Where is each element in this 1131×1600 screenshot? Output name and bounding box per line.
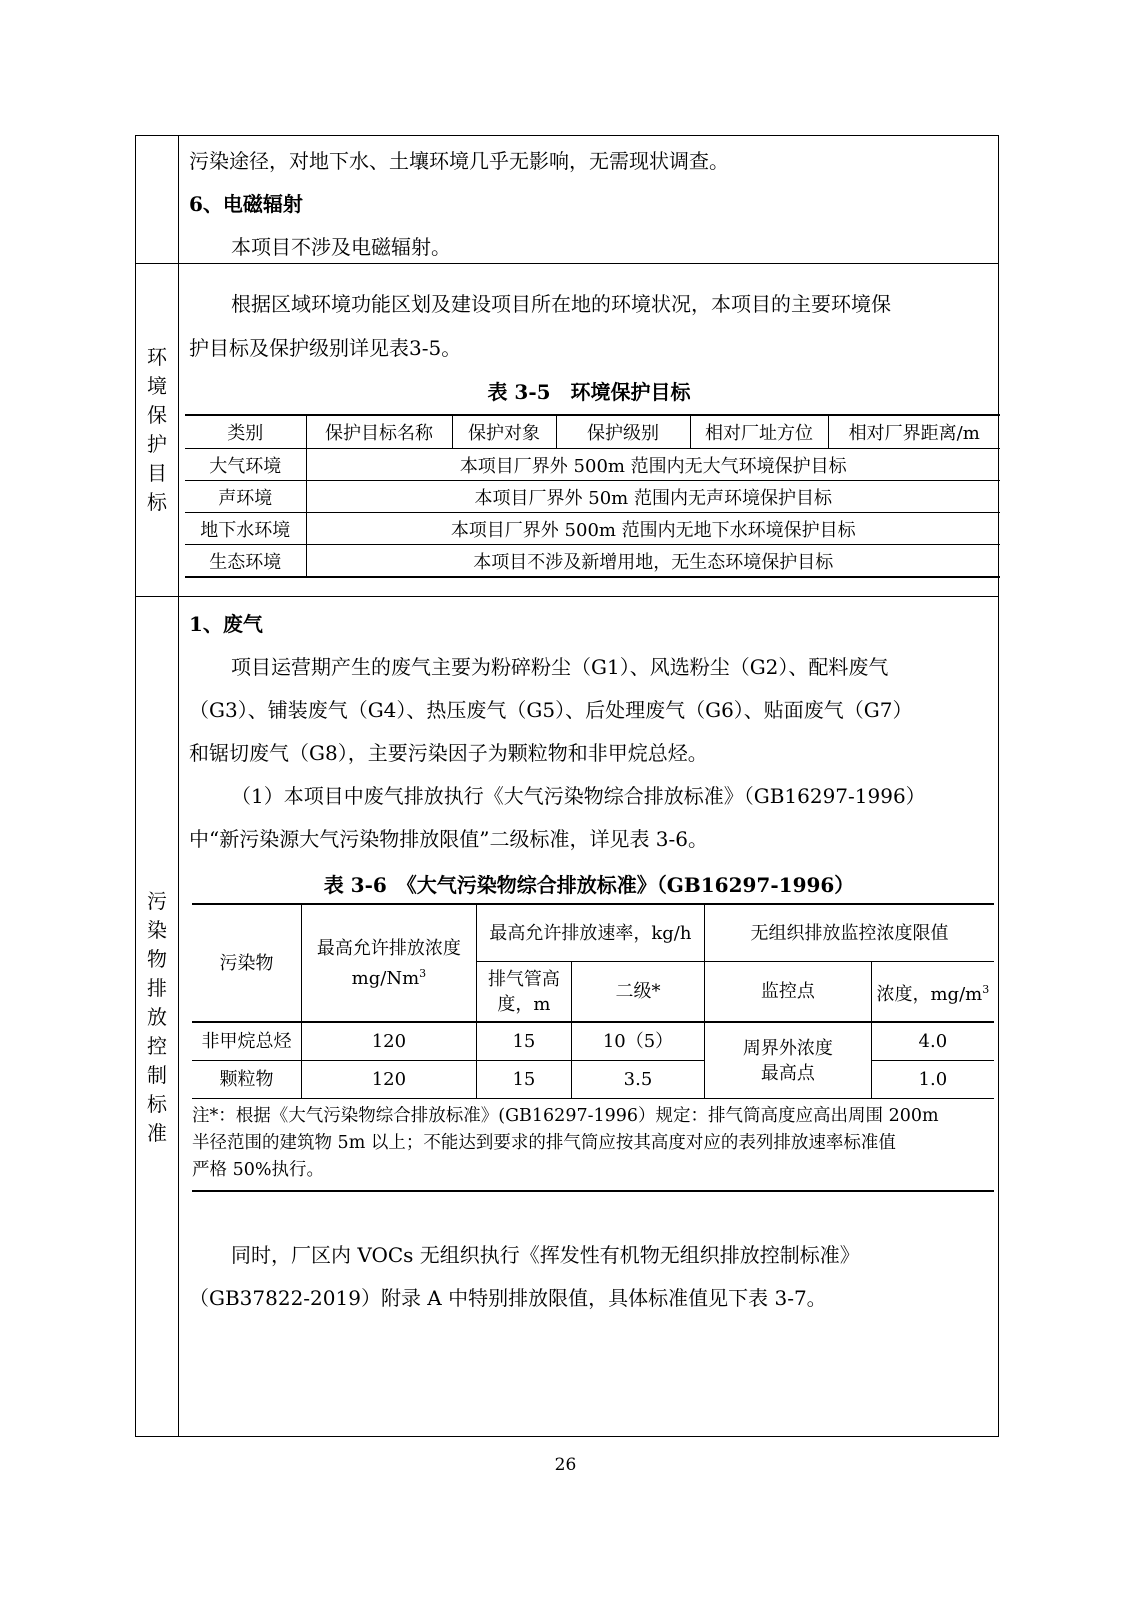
table-3-6-title: 表 3-6 《大气污染物综合排放标准》（GB16297-1996） (323, 873, 855, 897)
rate-cell: 3.5 (572, 1061, 705, 1099)
table-row (185, 481, 1000, 513)
header-cell: 保护对象 (452, 415, 556, 449)
std-para-line-1: （1）本项目中废气排放执行《大气污染物综合排放标准》（GB16297-1996） (231, 784, 926, 808)
content-cell: 本项目厂界外 50m 范围内无声环境保护目标 (306, 481, 1000, 513)
heading-waste-gas: 1、废气 (189, 612, 263, 636)
table-header-row (185, 415, 1000, 449)
height-cell: 15 (476, 1022, 571, 1061)
category-cell: 大气环境 (185, 449, 306, 481)
concentration-cell: 120 (301, 1061, 476, 1099)
content-cell: 本项目厂界外 500m 范围内无大气环境保护目标 (306, 449, 1000, 481)
monitor-point-cell: 周界外浓度 最高点 (704, 1022, 871, 1099)
env-para-line-1: 根据区域环境功能区划及建设项目所在地的环境状况，本项目的主要环境保 (231, 292, 891, 316)
header-max-concentration: 最高允许排放浓度 mg/Nm$^3$ (301, 904, 476, 1022)
page-number: 26 (554, 1455, 577, 1475)
env-protection-table (185, 414, 1000, 578)
row-divider-2 (136, 596, 998, 597)
table-row (185, 545, 1000, 578)
table-row (185, 449, 1000, 481)
table-row (185, 513, 1000, 545)
side-label-env: 环 境 保 护 目 标 (147, 345, 167, 514)
pollutant-cell: 颗粒物 (192, 1061, 301, 1099)
env-para-line-2: 护目标及保护级别详见表3-5。 (189, 336, 462, 360)
content-frame (135, 135, 999, 1437)
rate-cell: 10（5） (572, 1022, 705, 1061)
header-max-rate: 最高允许排放速率，kg/h (476, 904, 704, 962)
table-row (192, 1022, 994, 1061)
table-3-5-title: 表 3-5 环境保护目标 (487, 380, 691, 404)
header-unorganized-limit: 无组织排放监控浓度限值 (704, 904, 994, 962)
column-divider (178, 136, 179, 1436)
content-cell: 本项目厂界外 500m 范围内无地下水环境保护目标 (306, 513, 1000, 545)
table-header-row (192, 904, 994, 962)
category-cell: 生态环境 (185, 545, 306, 578)
header-cell: 相对厂址方位 (690, 415, 828, 449)
table-row (192, 1061, 994, 1099)
header-pollutant: 污染物 (192, 904, 301, 1022)
header-stack-height: 排气管高 度，m (476, 962, 571, 1023)
category-cell: 地下水环境 (185, 513, 306, 545)
header-cell: 保护级别 (556, 415, 690, 449)
density-cell: 1.0 (871, 1061, 994, 1099)
table-note: 注*：根据《大气污染物综合排放标准》(GB16297-1996）规定：排气筒高度应高出周围 200m 半径范围的建筑物 5m 以上；不能达到要求的排气筒应按其高度对应的表列排放速率标准值 严格 50%执行。 (192, 1103, 994, 1192)
std-para-line-2: 中“新污染源大气污染物排放限值”二级标准，详见表 3-6。 (189, 827, 709, 851)
header-cell: 类别 (185, 415, 306, 449)
header-grade: 二级* (572, 962, 705, 1023)
height-cell: 15 (476, 1061, 571, 1099)
gas-para-line-2: （G3）、铺装废气（G4）、热压废气（G5）、后处理废气（G6）、贴面废气（G7） (189, 698, 913, 722)
header-density: 浓度，$mg/m^3$ (871, 962, 994, 1023)
top-line-2: 本项目不涉及电磁辐射。 (231, 235, 451, 259)
emission-standard-table (192, 903, 994, 1099)
header-monitor-point: 监控点 (704, 962, 871, 1023)
concentration-cell: 120 (301, 1022, 476, 1061)
header-cell: 保护目标名称 (306, 415, 452, 449)
density-cell: 4.0 (871, 1022, 994, 1061)
gas-para-line-1: 项目运营期产生的废气主要为粉碎粉尘（G1）、风选粉尘（G2）、配料废气 (231, 655, 889, 679)
pollutant-cell: 非甲烷总烃 (192, 1022, 301, 1061)
side-label-pollution: 污 染 物 排 放 控 制 标 准 (147, 888, 167, 1145)
header-cell: 相对厂界距离/m (828, 415, 1000, 449)
voc-para-line-1: 同时，厂区内 VOCs 无组织执行《挥发性有机物无组织排放控制标准》 (231, 1243, 860, 1267)
voc-para-line-2: （GB37822-2019）附录 A 中特别排放限值，具体标准值见下表 3-7。 (189, 1286, 827, 1310)
top-line-1: 污染途径，对地下水、土壤环境几乎无影响，无需现状调查。 (189, 149, 729, 173)
heading-emr: 6、电磁辐射 (189, 192, 303, 216)
category-cell: 声环境 (185, 481, 306, 513)
gas-para-line-3: 和锯切废气（G8），主要污染因子为颗粒物和非甲烷总烃。 (189, 741, 708, 765)
content-cell: 本项目不涉及新增用地，无生态环境保护目标 (306, 545, 1000, 578)
